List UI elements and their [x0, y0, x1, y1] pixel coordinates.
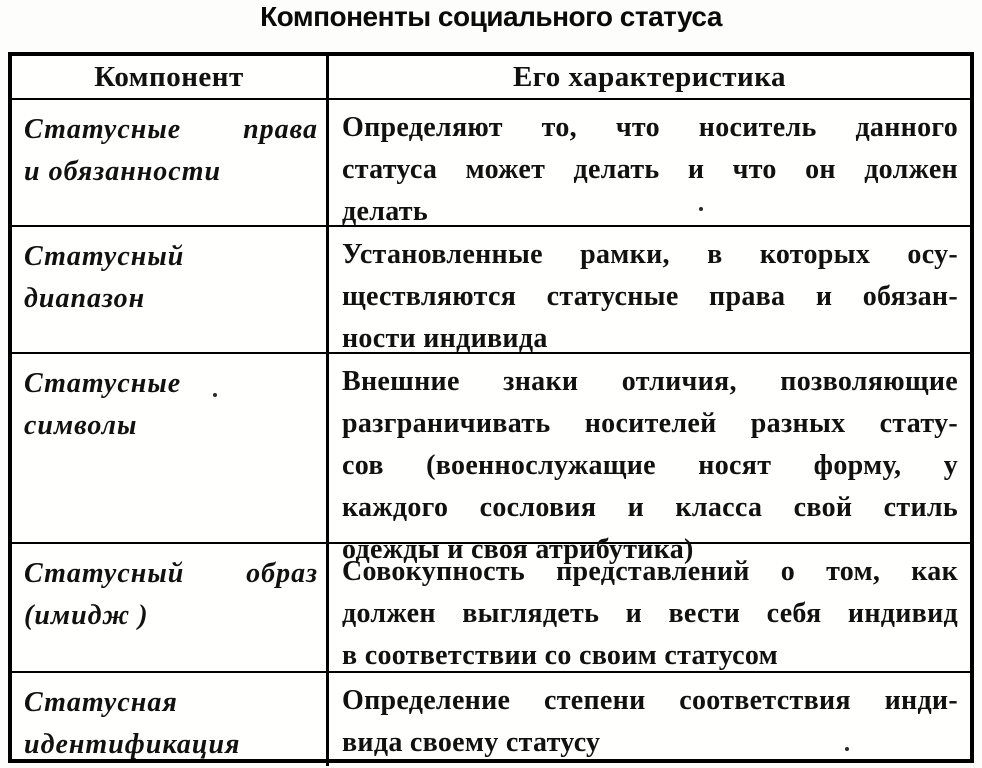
row-status-range-component: Статусный диапазон	[12, 227, 329, 354]
header-component: Компонент	[12, 56, 329, 100]
row-status-rights-component: Статусные права и обязанности	[12, 100, 329, 227]
social-status-components-table	[8, 52, 974, 763]
scan-artifact-dot	[699, 207, 703, 211]
row-status-symbols-component: Статусные символы	[12, 354, 329, 544]
header-characteristic: Его характеристика	[329, 56, 970, 100]
scan-artifact-dot	[213, 393, 217, 397]
row-status-image-component: Статусный образ (имидж )	[12, 544, 329, 673]
page-title: Компоненты социального статуса	[260, 1, 722, 32]
row-status-image-characteristic: Совокупность представлений о том, как должен выглядеть и вести себя индивид в соответствии со своим статусом	[329, 544, 970, 673]
row-status-range-characteristic: Установленные рамки, в которых осу- ществляются статусные права и обязан- ности индивида	[329, 227, 970, 354]
row-status-identification-component: Статусная идентификация	[12, 673, 329, 766]
row-status-rights-characteristic: Определяют то, что носитель данного статуса может делать и что он должен делать	[329, 100, 970, 227]
scan-artifact-dot	[845, 747, 849, 751]
row-status-symbols-characteristic: Внешние знаки отличия, позволяющие разграничивать носителей разных стату- сов (военнослужащие носят форму, у каждого сословия и класса свой стиль одежды и своя атрибутика)	[329, 354, 970, 544]
row-status-identification-characteristic: Определение степени соответствия инди- вида своему статусу	[342, 685, 958, 758]
